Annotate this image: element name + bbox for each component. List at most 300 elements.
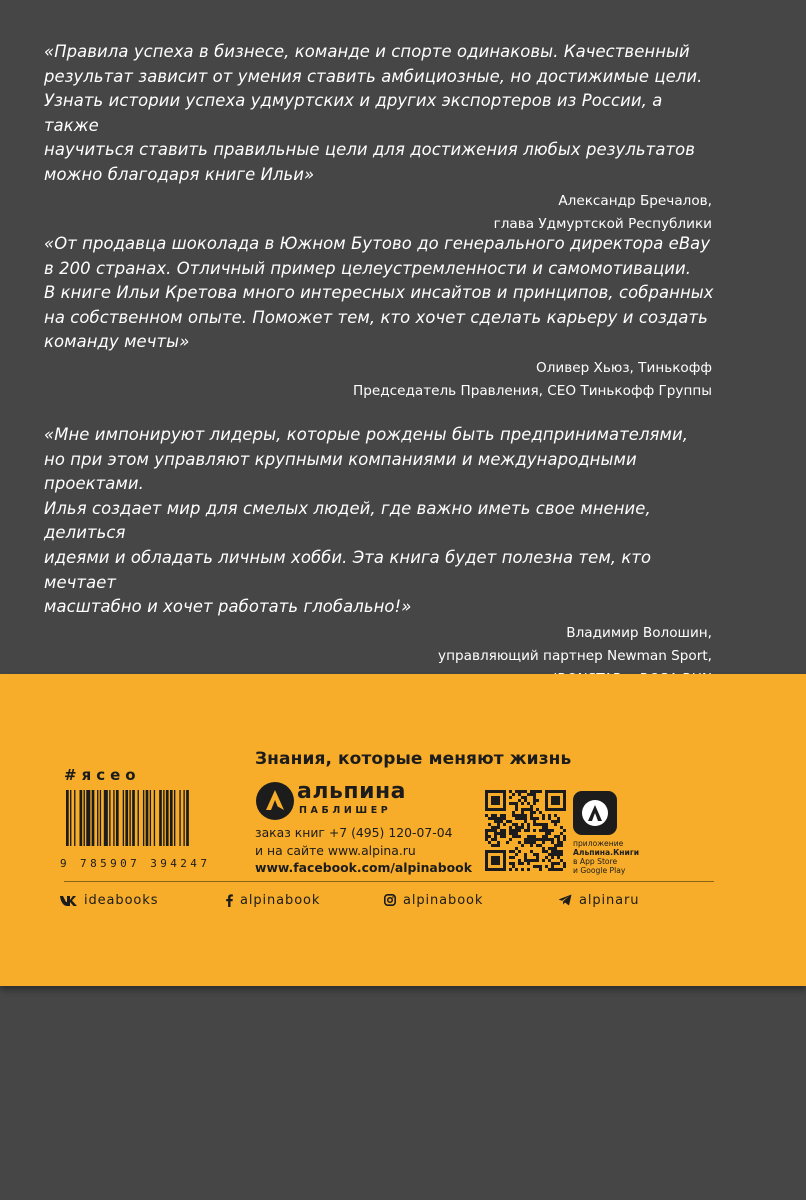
qr-module — [539, 868, 542, 871]
qr-module — [554, 790, 557, 793]
qr-module — [533, 859, 536, 862]
barcode-bar — [104, 790, 108, 846]
qr-module — [524, 799, 527, 802]
qr-module — [545, 865, 548, 868]
qr-module — [509, 829, 512, 832]
qr-module — [545, 799, 548, 802]
app-icon — [573, 791, 617, 835]
qr-module — [524, 790, 527, 793]
qr-module — [542, 847, 545, 850]
qr-module — [548, 847, 551, 850]
qr-module — [533, 841, 536, 844]
qr-module — [527, 802, 530, 805]
qr-module — [494, 832, 497, 835]
qr-module — [485, 862, 488, 865]
qr-module — [494, 835, 497, 838]
qr-module — [494, 814, 497, 817]
social-telegram[interactable] — [558, 891, 639, 909]
qr-module — [536, 790, 539, 793]
qr-module — [509, 862, 512, 865]
qr-module — [533, 802, 536, 805]
qr-module — [530, 844, 533, 847]
qr-module — [563, 808, 566, 811]
qr-module — [524, 820, 527, 823]
qr-module — [509, 856, 512, 859]
qr-module — [551, 790, 554, 793]
qr-module — [542, 814, 545, 817]
qr-module — [509, 820, 512, 823]
qr-module — [503, 850, 506, 853]
qr-module — [554, 802, 557, 805]
qr-module — [518, 826, 521, 829]
qr-module — [512, 856, 515, 859]
qr-module — [500, 820, 503, 823]
qr-module — [494, 799, 497, 802]
qr-module — [548, 814, 551, 817]
quote-author: Владимир Волошин, управляющий партнер Newman Sport, — [438, 624, 712, 664]
qr-module — [521, 808, 524, 811]
qr-module — [530, 850, 533, 853]
qr-module — [518, 850, 521, 853]
barcode-bar — [174, 790, 175, 846]
qr-module — [512, 862, 515, 865]
qr-module — [545, 856, 548, 859]
qr-module — [563, 865, 566, 868]
qr-module — [485, 859, 488, 862]
qr-module — [554, 850, 557, 853]
qr-module — [554, 844, 557, 847]
qr-module — [530, 859, 533, 862]
quote-1 — [44, 40, 716, 236]
order-phone: заказ книг +7 (495) 120-07-04 — [255, 825, 453, 840]
facebook-link: www.facebook.com/alpinabook — [255, 860, 472, 875]
barcode-bar — [143, 790, 144, 846]
qr-module — [536, 844, 539, 847]
qr-module — [527, 862, 530, 865]
qr-module — [497, 802, 500, 805]
qr-module — [527, 859, 530, 862]
qr-module — [536, 838, 539, 841]
qr-module — [488, 829, 491, 832]
qr-module — [491, 817, 494, 820]
qr-module — [551, 847, 554, 850]
qr-module — [485, 805, 488, 808]
qr-module — [500, 829, 503, 832]
publisher-subtitle: ПАБЛИШЕР — [299, 805, 392, 816]
qr-module — [512, 835, 515, 838]
qr-module — [521, 796, 524, 799]
vk-handle: ideabooks — [84, 892, 159, 908]
qr-module — [509, 802, 512, 805]
app-line-3: в App Store — [573, 857, 618, 866]
qr-module — [539, 838, 542, 841]
qr-module — [554, 835, 557, 838]
barcode-bar — [116, 790, 119, 846]
social-vk[interactable] — [60, 891, 158, 909]
qr-module — [497, 817, 500, 820]
qr-module — [503, 796, 506, 799]
qr-module — [509, 868, 512, 871]
qr-module — [485, 868, 488, 871]
app-line-1: приложение — [573, 839, 624, 848]
qr-module — [515, 802, 518, 805]
barcode-bar — [138, 790, 139, 846]
qr-module — [560, 850, 563, 853]
qr-module — [539, 844, 542, 847]
qr-module — [503, 823, 506, 826]
qr-module — [497, 850, 500, 853]
qr-module — [515, 835, 518, 838]
qr-module — [548, 790, 551, 793]
qr-module — [500, 835, 503, 838]
quote-2 — [44, 232, 716, 403]
qr-module — [554, 796, 557, 799]
qr-module — [488, 841, 491, 844]
qr-module — [533, 823, 536, 826]
qr-module — [494, 850, 497, 853]
qr-module — [485, 793, 488, 796]
qr-module — [563, 805, 566, 808]
qr-module — [488, 850, 491, 853]
divider — [64, 881, 714, 882]
qr-module — [527, 826, 530, 829]
qr-module — [533, 817, 536, 820]
telegram-icon — [558, 894, 572, 906]
qr-module — [533, 790, 536, 793]
qr-module — [518, 793, 521, 796]
quote-author: Александр Бречалов, глава Удмуртской Республики — [493, 192, 712, 232]
qr-module — [548, 838, 551, 841]
qr-module — [563, 862, 566, 865]
qr-module — [551, 829, 554, 832]
qr-module — [503, 832, 506, 835]
qr-module — [527, 823, 530, 826]
facebook-handle: alpinabook — [240, 892, 321, 908]
qr-module — [491, 796, 494, 799]
qr-module — [524, 841, 527, 844]
qr-module — [512, 793, 515, 796]
qr-module — [548, 829, 551, 832]
qr-module — [503, 829, 506, 832]
qr-module — [545, 838, 548, 841]
qr-module — [485, 838, 488, 841]
qr-module — [509, 838, 512, 841]
qr-module — [494, 802, 497, 805]
qr-module — [515, 805, 518, 808]
qr-module — [521, 844, 524, 847]
qr-module — [545, 802, 548, 805]
app-line-2: Альпина.Книги — [573, 848, 640, 857]
qr-module — [560, 868, 563, 871]
barcode-bar — [163, 790, 164, 846]
qr-module — [515, 808, 518, 811]
qr-module — [494, 826, 497, 829]
qr-module — [488, 835, 491, 838]
qr-module — [557, 817, 560, 820]
qr-module — [533, 829, 536, 832]
qr-module — [560, 841, 563, 844]
qr-module — [551, 820, 554, 823]
barcode-bar — [183, 790, 184, 846]
quote-3 — [44, 423, 716, 691]
app-text — [573, 839, 639, 875]
qr-module — [512, 865, 515, 868]
qr-module — [485, 850, 488, 853]
qr-module — [524, 814, 527, 817]
qr-module — [491, 829, 494, 832]
barcode-bar — [170, 790, 173, 846]
qr-module — [548, 808, 551, 811]
quote-text: «Правила успеха в бизнесе, команде и спорте одинаковы. Качественный результат зависит от умения ставить амбициозные, но достижимые цели. Узнать истории успеха удмуртских и других экспортеров из России, а также научиться ставить правильные цели для достижения любых результатов можно благодаря книге Ильи» — [44, 42, 703, 184]
qr-module — [533, 865, 536, 868]
qr-module — [563, 790, 566, 793]
barcode-bar — [159, 790, 162, 846]
qr-module — [503, 793, 506, 796]
qr-module — [533, 796, 536, 799]
qr-module — [545, 793, 548, 796]
qr-module — [533, 799, 536, 802]
qr-module — [557, 808, 560, 811]
barcode-bar — [84, 790, 85, 846]
qr-module — [491, 808, 494, 811]
social-facebook[interactable] — [226, 891, 320, 909]
qr-module — [494, 790, 497, 793]
qr-module — [542, 826, 545, 829]
qr-module — [518, 814, 521, 817]
qr-module — [554, 847, 557, 850]
qr-module — [518, 817, 521, 820]
barcode-bar — [123, 790, 124, 846]
qr-module — [527, 868, 530, 871]
qr-module — [524, 817, 527, 820]
qr-module — [515, 829, 518, 832]
qr-module — [485, 790, 488, 793]
qr-module — [485, 856, 488, 859]
qr-module — [488, 817, 491, 820]
qr-module — [494, 859, 497, 862]
qr-module — [551, 853, 554, 856]
qr-module — [533, 853, 536, 856]
qr-module — [545, 805, 548, 808]
qr-module — [536, 856, 539, 859]
alpina-logo-icon — [255, 781, 295, 821]
qr-module — [518, 862, 521, 865]
qr-module — [551, 838, 554, 841]
qr-module — [518, 829, 521, 832]
qr-module — [500, 814, 503, 817]
barcode-bar — [146, 790, 149, 846]
qr-module — [563, 799, 566, 802]
qr-module — [503, 802, 506, 805]
qr-module — [485, 829, 488, 832]
qr-module — [542, 859, 545, 862]
qr-module — [542, 838, 545, 841]
qr-module — [503, 853, 506, 856]
barcode-icon — [66, 790, 234, 846]
social-instagram[interactable] — [384, 891, 483, 909]
qr-module — [560, 790, 563, 793]
qr-module — [542, 829, 545, 832]
qr-module — [515, 826, 518, 829]
isbn-digits: 9 785907 394247 — [60, 857, 211, 870]
qr-module — [551, 865, 554, 868]
qr-module — [503, 817, 506, 820]
qr-module — [491, 814, 494, 817]
qr-module — [542, 841, 545, 844]
qr-module — [515, 847, 518, 850]
qr-module — [485, 799, 488, 802]
qr-module — [545, 832, 548, 835]
qr-module — [494, 820, 497, 823]
qr-module — [557, 841, 560, 844]
qr-module — [536, 799, 539, 802]
qr-module — [497, 859, 500, 862]
qr-module — [557, 838, 560, 841]
qr-module — [536, 823, 539, 826]
qr-module — [497, 796, 500, 799]
barcode-bar — [92, 790, 95, 846]
qr-module — [551, 841, 554, 844]
qr-module — [494, 856, 497, 859]
facebook-icon — [226, 894, 233, 907]
qr-module — [557, 799, 560, 802]
qr-module — [485, 796, 488, 799]
qr-module — [539, 823, 542, 826]
qr-module — [485, 853, 488, 856]
quote-author: Оливер Хьюз, Тинькофф Председатель Правления, CEO Тинькофф Группы — [353, 359, 712, 399]
qr-module — [509, 796, 512, 799]
qr-module — [512, 823, 515, 826]
qr-module — [518, 859, 521, 862]
qr-module — [563, 829, 566, 832]
qr-module — [560, 844, 563, 847]
qr-module — [515, 814, 518, 817]
qr-module — [515, 823, 518, 826]
qr-module — [545, 790, 548, 793]
qr-module — [548, 817, 551, 820]
barcode-bar — [70, 790, 71, 846]
qr-module — [491, 868, 494, 871]
publisher-name: альпина — [297, 779, 407, 804]
qr-module — [500, 817, 503, 820]
qr-module — [548, 853, 551, 856]
qr-module — [491, 859, 494, 862]
qr-module — [503, 814, 506, 817]
qr-module — [491, 826, 494, 829]
site-link: и на сайте www.alpina.ru — [255, 842, 416, 858]
qr-module — [530, 811, 533, 814]
qr-module — [557, 802, 560, 805]
qr-module — [494, 808, 497, 811]
qr-module — [530, 835, 533, 838]
alpina-app-logo-icon — [573, 791, 617, 835]
qr-module — [545, 826, 548, 829]
qr-module — [500, 790, 503, 793]
qr-module — [494, 796, 497, 799]
barcode-bar — [129, 790, 130, 846]
qr-module — [521, 790, 524, 793]
qr-module — [512, 850, 515, 853]
qr-module — [554, 799, 557, 802]
qr-module — [494, 868, 497, 871]
qr-module — [497, 808, 500, 811]
qr-module — [533, 838, 536, 841]
qr-module — [521, 817, 524, 820]
qr-module — [491, 856, 494, 859]
qr-module — [494, 817, 497, 820]
qr-module — [512, 814, 515, 817]
qr-module — [524, 853, 527, 856]
qr-module — [500, 832, 503, 835]
qr-module — [533, 811, 536, 814]
qr-module — [503, 799, 506, 802]
qr-module — [554, 862, 557, 865]
barcode-bar — [100, 790, 101, 846]
qr-module — [485, 802, 488, 805]
qr-module — [503, 862, 506, 865]
qr-module — [491, 790, 494, 793]
qr-module — [503, 808, 506, 811]
qr-module — [530, 805, 533, 808]
qr-module — [533, 820, 536, 823]
qr-module — [551, 796, 554, 799]
qr-module — [533, 835, 536, 838]
qr-module — [545, 796, 548, 799]
app-line-4: и Google Play — [573, 866, 626, 875]
barcode-bar — [97, 790, 98, 846]
qr-module — [485, 808, 488, 811]
qr-module — [506, 820, 509, 823]
contacts — [255, 824, 472, 877]
qr-module — [554, 808, 557, 811]
qr-module — [512, 829, 515, 832]
qr-module — [488, 823, 491, 826]
qr-module — [497, 862, 500, 865]
qr-module — [524, 859, 527, 862]
qr-module — [512, 811, 515, 814]
qr-module — [545, 829, 548, 832]
qr-module — [515, 868, 518, 871]
qr-module — [491, 799, 494, 802]
qr-module — [491, 844, 494, 847]
qr-module — [557, 868, 560, 871]
barcode-bar — [66, 790, 69, 846]
qr-module — [536, 865, 539, 868]
qr-module — [545, 823, 548, 826]
qr-module — [530, 808, 533, 811]
qr-module — [560, 808, 563, 811]
qr-module — [548, 859, 551, 862]
qr-module — [536, 859, 539, 862]
qr-module — [557, 850, 560, 853]
qr-module — [494, 844, 497, 847]
qr-module — [527, 808, 530, 811]
barcode-bar — [109, 790, 110, 846]
qr-module — [542, 835, 545, 838]
qr-module — [560, 826, 563, 829]
qr-module — [518, 835, 521, 838]
barcode-bar — [113, 790, 114, 846]
qr-module — [542, 823, 545, 826]
qr-module — [551, 808, 554, 811]
qr-module — [539, 790, 542, 793]
qr-module — [497, 820, 500, 823]
qr-module — [488, 868, 491, 871]
qr-module — [497, 841, 500, 844]
qr-module — [485, 814, 488, 817]
qr-module — [536, 817, 539, 820]
qr-module — [503, 868, 506, 871]
